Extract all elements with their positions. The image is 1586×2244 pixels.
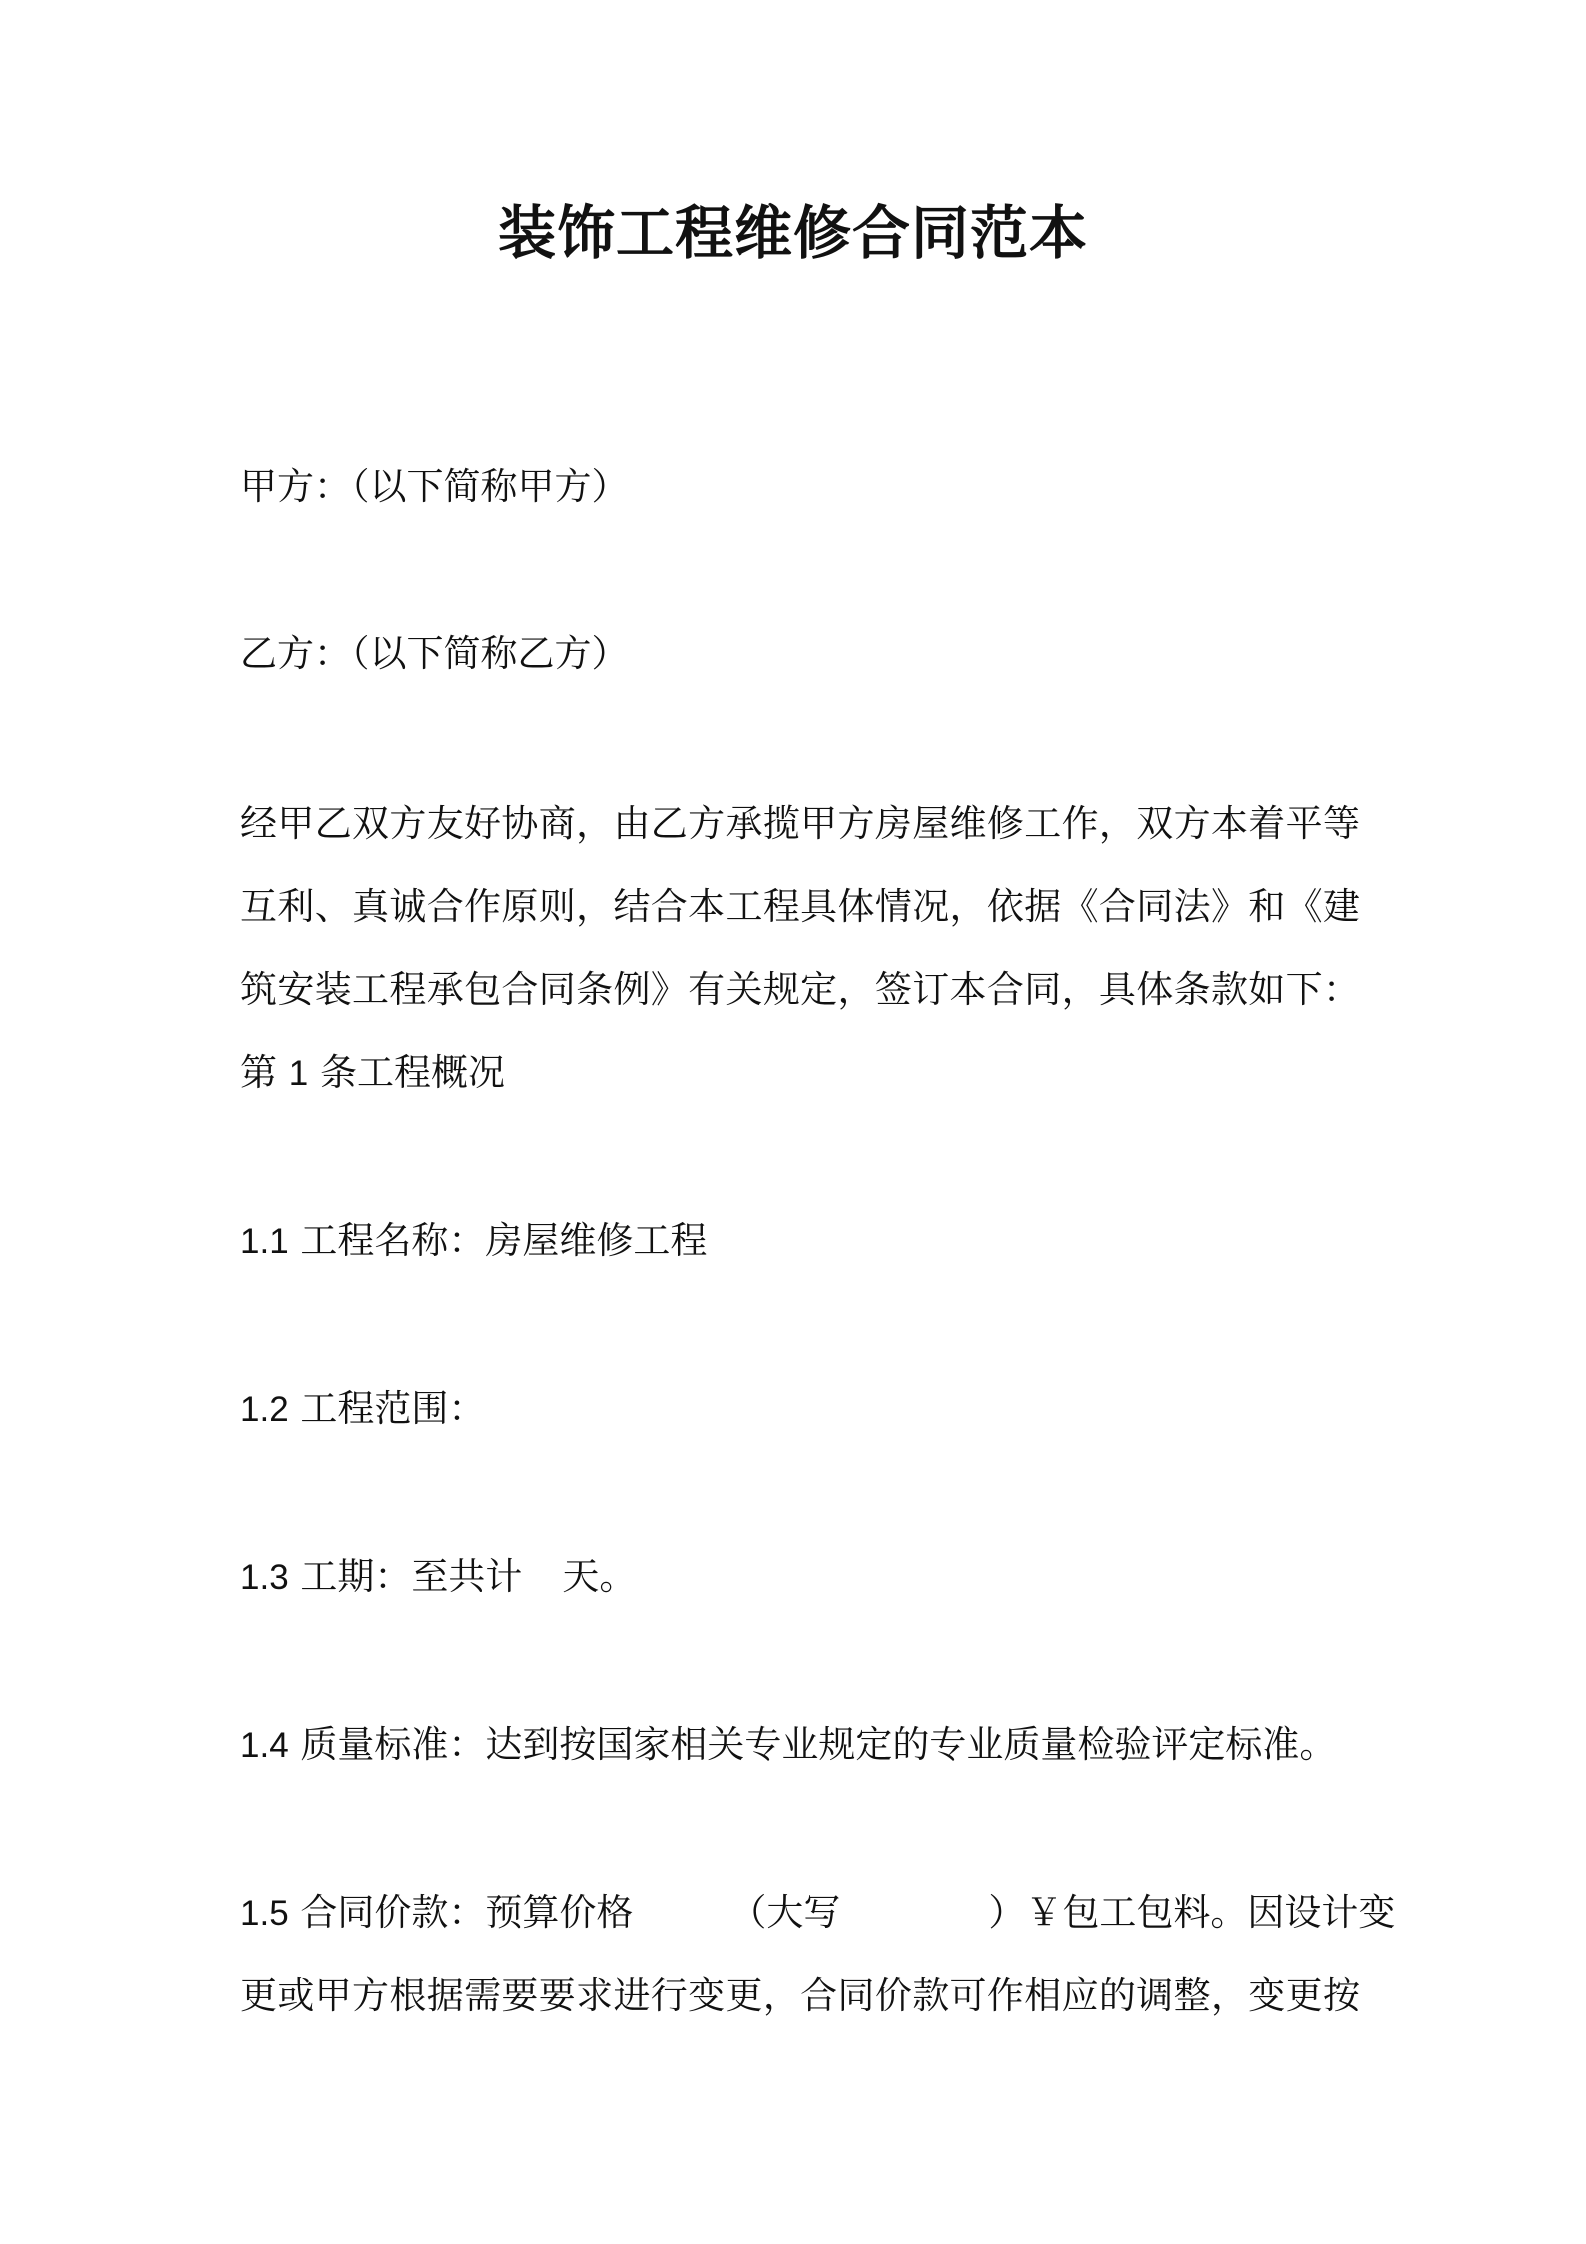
item-1-5-text-c: ）￥包工包料。因设计变 — [988, 1891, 1396, 1934]
item-1-4 — [240, 1720, 1360, 1771]
item-1-3-number: 1.3 — [240, 1558, 289, 1597]
item-1-1-text: 工程名称：房屋维修工程 — [300, 1219, 708, 1262]
document-title: 装饰工程维修合同范本 — [497, 199, 1088, 267]
item-1-5-text-b: （大写 — [729, 1891, 841, 1934]
item-1-1-number: 1.1 — [240, 1222, 289, 1261]
item-1-1 — [240, 1216, 1360, 1267]
party-b-line: 乙方：（以下简称乙方） — [240, 632, 629, 675]
preamble-line-2: 互利、真诚合作原则，结合本工程具体情况，依据《合同法》和《建 — [240, 885, 1360, 928]
item-1-5-number: 1.5 — [240, 1894, 289, 1933]
preamble-line-1: 经甲乙双方友好协商，由乙方承揽甲方房屋维修工作，双方本着平等 — [240, 802, 1360, 845]
item-1-3-text-a: 工期：至共计 — [300, 1555, 523, 1598]
preamble-line-3: 筑安装工程承包合同条例》有关规定，签订本合同，具体条款如下： — [240, 968, 1360, 1011]
item-1-3 — [240, 1552, 1360, 1603]
item-1-5-line-2: 更或甲方根据需要要求进行变更，合同价款可作相应的调整，变更按 — [240, 1974, 1360, 2017]
item-1-5 — [240, 1888, 1396, 1939]
item-1-3-text-b: 天。 — [562, 1555, 637, 1598]
party-a-line: 甲方：（以下简称甲方） — [240, 465, 629, 508]
item-1-2-text: 工程范围： — [300, 1387, 486, 1430]
article-1-number: 1 — [288, 1054, 309, 1093]
article-1-text: 条工程概况 — [320, 1051, 505, 1094]
item-1-2-number: 1.2 — [240, 1390, 289, 1429]
item-1-2 — [240, 1384, 1360, 1435]
item-1-4-number: 1.4 — [240, 1726, 289, 1765]
article-1-heading — [240, 1048, 1360, 1099]
item-1-4-text: 质量标准：达到按国家相关专业规定的专业质量检验评定标准。 — [300, 1723, 1337, 1766]
item-1-5-text-a: 合同价款：预算价格 — [300, 1891, 634, 1934]
article-1-prefix: 第 — [240, 1051, 277, 1094]
